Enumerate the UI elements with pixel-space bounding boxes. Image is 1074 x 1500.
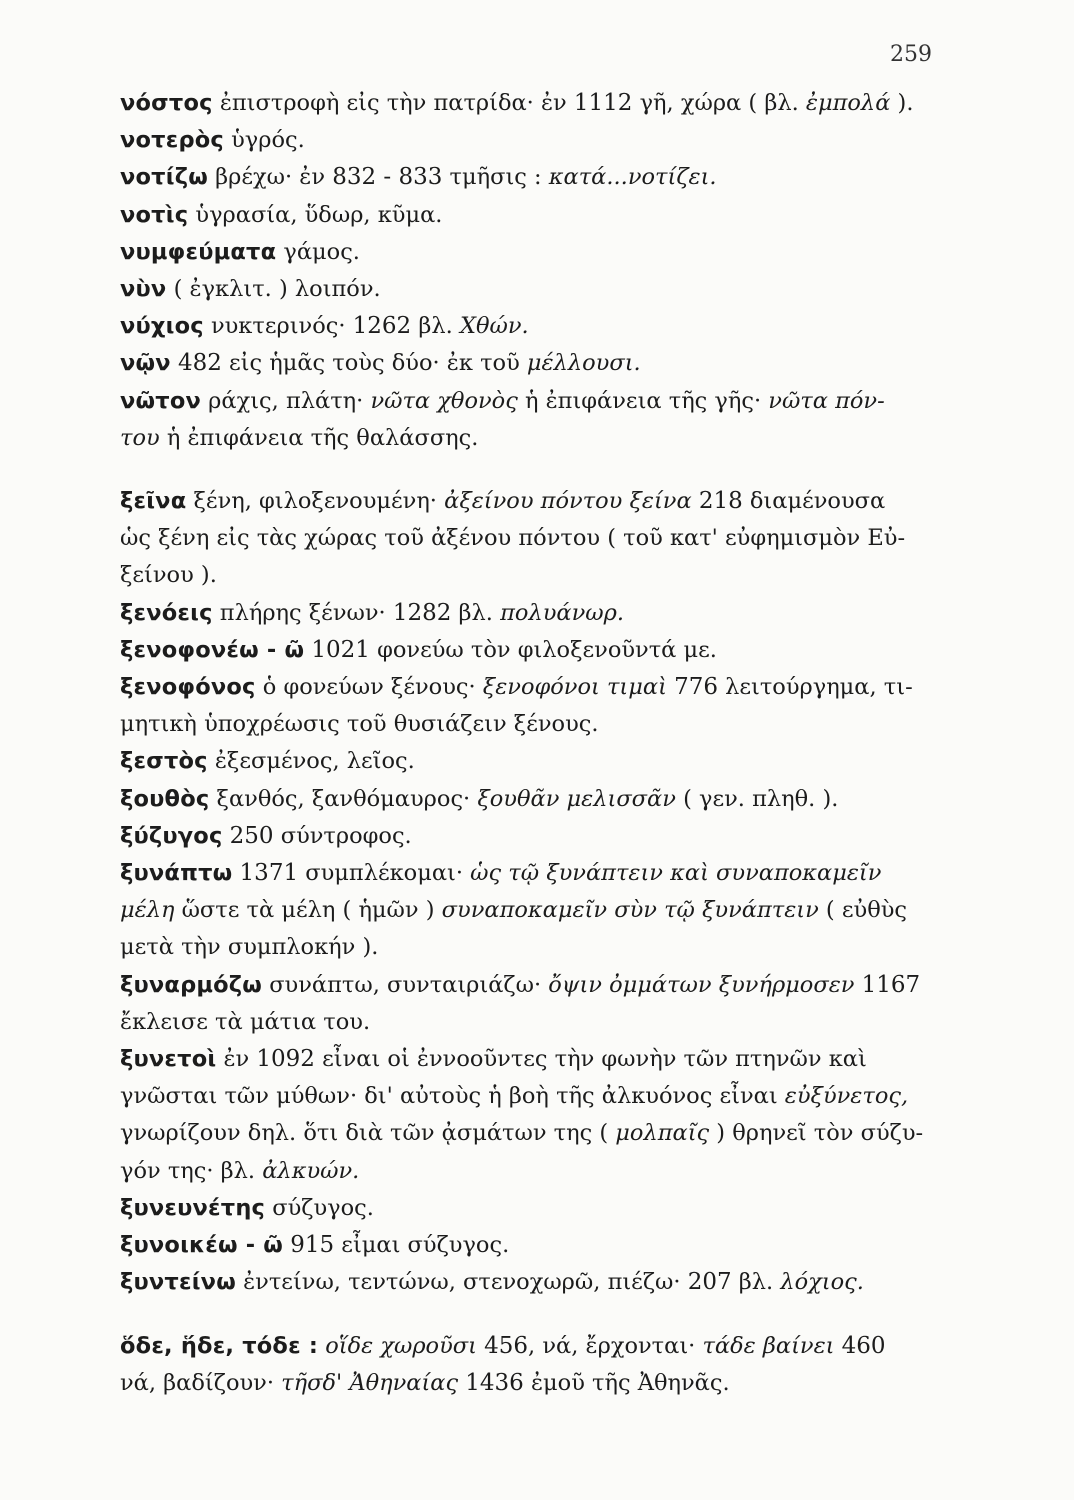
line-number: 218 [698, 488, 743, 515]
definition-text: μετὰ τὴν συμπλοκήν ). [120, 934, 379, 961]
citation-text: ξενοφόνοι τιμαὶ [482, 674, 667, 701]
entry-line [120, 705, 940, 742]
citation-text: ὄψιν ὀμμάτων ξυνήρμοσεν [548, 971, 855, 998]
dictionary-entry-nychios [120, 307, 940, 344]
citation-text: νῶτα πόν- [768, 387, 885, 414]
line-number: 1282 [392, 599, 452, 626]
entry-line [120, 1263, 940, 1300]
headword: ξυνάπτω [120, 860, 233, 887]
headword: νυμφεύματα [120, 238, 277, 265]
definition-text: ) θρηνεῖ τὸν σύζυ- [709, 1120, 924, 1147]
entry-line [120, 270, 940, 307]
citation-text: οἵδε χωροῦσι [325, 1332, 477, 1359]
definition-text: ἡ ἐπιφάνεια τῆς γῆς· [517, 387, 769, 414]
dictionary-entry-xynarmozo [120, 966, 940, 1040]
definition-text: σύζυγος. [265, 1194, 374, 1221]
dictionary-entry-notis [120, 196, 940, 233]
citation-text: του [120, 424, 160, 451]
citation-text: ἀλκυών. [262, 1157, 360, 1184]
line-number: 832 - 833 [332, 164, 443, 191]
headword: ξεῖνα [120, 488, 187, 515]
definition-text [232, 860, 239, 886]
definition-text: νά, βαδίζουν· [120, 1369, 282, 1396]
headword: νὺν [120, 276, 167, 303]
definition-text [834, 1333, 841, 1359]
headword: νύχιος [120, 313, 204, 340]
definition-text: βρέχω· ἐν [207, 164, 333, 191]
definition-text: ξένη, φιλοξενουμένη· [186, 488, 445, 515]
definition-text: ( εὐθὺς [818, 897, 908, 924]
citation-text: Χθών. [459, 313, 529, 340]
line-number: 1436 [465, 1369, 524, 1396]
headword: ὅδε, ἥδε, τόδε : [120, 1332, 319, 1359]
definition-text: ( γεν. πληθ. ). [675, 785, 839, 812]
definition-text: ἐξεσμένος, λεῖος. [207, 748, 415, 775]
citation-text: εὐξύνετος, [784, 1083, 909, 1110]
line-number: 776 [674, 674, 718, 701]
page-number: 259 [890, 42, 932, 67]
dictionary-entry-xyzygos [120, 817, 940, 854]
definition-text [692, 488, 699, 514]
definition-text: λειτούργημα, τι- [717, 674, 913, 701]
entry-line [120, 556, 940, 593]
dictionary-entry-xenoeis [120, 594, 940, 631]
entry-line [120, 1327, 940, 1364]
headword: νοτερὸς [120, 127, 224, 154]
headword: ξουθὸς [120, 785, 210, 812]
dictionary-entry-noteros [120, 121, 940, 158]
definition-text: γόν της· βλ. [120, 1157, 263, 1184]
entry-line [120, 631, 940, 668]
headword: νῶτον [120, 387, 202, 414]
line-number: 1262 [352, 313, 412, 340]
headword: νόστος [120, 90, 213, 116]
entry-line [120, 158, 940, 195]
dictionary-entry-xynetoi [120, 1040, 940, 1189]
line-number: 1167 [861, 971, 921, 998]
headword: ξύζυγος [120, 822, 223, 849]
line-number: 1371 [239, 860, 299, 887]
dictionary-entry-nov [120, 344, 940, 381]
citation-text: τάδε βαίνει [702, 1332, 835, 1359]
definition-text: πλήρης ξένων· [212, 599, 393, 626]
definition-text: εἰς ἡμᾶς τοὺς δύο· ἐκ τοῦ [221, 350, 527, 377]
dictionary-entry-xenofoneo [120, 631, 940, 668]
entry-line [120, 84, 940, 121]
entry-line [120, 1189, 940, 1226]
line-number: 482 [177, 350, 222, 377]
citation-text: λόχιος. [780, 1269, 864, 1296]
headword: ξεστὸς [120, 748, 208, 775]
entry-line [120, 233, 940, 270]
definition-text: ἔκλεισε τὰ μάτια του. [120, 1008, 371, 1035]
definition-text: μητικὴ ὑποχρέωσις τοῦ θυσιάζειν ξένους. [120, 711, 599, 738]
dictionary-entry-xestos [120, 742, 940, 779]
definition-text: ράχις, πλάτη· [201, 387, 371, 414]
dictionary-entry-noton [120, 382, 940, 456]
definition-text [667, 674, 674, 700]
definition-text: συμπλέκομαι· [298, 860, 471, 887]
headword: ξυνετοὶ [120, 1046, 217, 1073]
definition-text: διαμένουσα [742, 488, 886, 515]
definition-text: ξείνου ). [120, 562, 217, 589]
entry-line [120, 928, 940, 965]
citation-text: ἀξείνου πόντου ξείνα [444, 488, 692, 515]
dictionary-entry-nostos [120, 84, 940, 121]
citation-text: μολπαῖς [615, 1120, 710, 1147]
definition-text [223, 823, 230, 849]
line-number: 250 [229, 822, 274, 849]
definition-text: εἶμαι σύζυγος. [334, 1232, 510, 1259]
citation-text: μέλλουσι. [526, 350, 641, 377]
headword: ξενόεις [120, 599, 213, 626]
citation-text: τῆσδ' Ἀθηναίας [281, 1369, 459, 1396]
entry-line [120, 780, 940, 817]
dictionary-entry-nymfeumata [120, 233, 940, 270]
entry-line [120, 891, 940, 928]
definition-text: γνωρίζουν δηλ. ὅτι διὰ τῶν ᾀσμάτων της ( [120, 1120, 616, 1147]
dictionary-entry-xynoikeo [120, 1226, 940, 1263]
definition-text: εἶναι οἱ ἐννοοῦντες τὴν φωνὴν τῶν πτηνῶν καὶ [314, 1046, 867, 1073]
citation-text: ξουθᾶν μελισσᾶν [477, 785, 676, 812]
dictionary-entry-xynteino [120, 1263, 940, 1300]
definition-text: βλ. [731, 1269, 781, 1296]
definition-text: τμῆσις : [442, 164, 549, 191]
definition-text: ὥστε τὰ μέλη ( ἡμῶν ) [174, 897, 442, 924]
citation-text: συναποκαμεῖν σὺν τῷ ξυνάπτειν [441, 897, 819, 924]
definition-text: γῆ, χώρα ( βλ. [632, 90, 806, 116]
headword: νοτὶς [120, 201, 189, 228]
entry-line [120, 482, 940, 519]
dictionary-entry-xyneunetes [120, 1189, 940, 1226]
dictionary-entry-xynapto [120, 854, 940, 966]
entry-line [120, 519, 940, 556]
definition-text: φονεύω τὸν φιλοξενοῦντά με. [369, 636, 717, 663]
entry-line [120, 1364, 940, 1401]
dictionary-entry-hode [120, 1327, 940, 1401]
definition-text: ἐπιστροφὴ εἰς τὴν πατρίδα· ἐν [212, 90, 574, 116]
dictionary-entry-notizo [120, 158, 940, 195]
entry-line [120, 817, 940, 854]
definition-text: ἐν [216, 1046, 257, 1073]
definition-text: , νά, ἔρχονται· [528, 1332, 703, 1359]
dictionary-entry-xeina [120, 482, 940, 594]
entry-line [120, 1040, 940, 1077]
definition-text: ὑγρασία, ὕδωρ, κῦμα. [188, 201, 443, 228]
entry-line [120, 1114, 940, 1151]
citation-text: ἐμπολά [805, 90, 891, 116]
definition-text: βλ. [411, 313, 460, 340]
headword: ξενοφονέω - ῶ [120, 636, 305, 663]
citation-text: πολυάνωρ. [500, 599, 624, 626]
definition-text: ἡ ἐπιφάνεια τῆς θαλάσσης. [159, 424, 479, 451]
line-number: 1112 [573, 90, 633, 116]
citation-text: νῶτα χθονὸς [370, 387, 518, 414]
citation-text: κατά...νοτίζει. [548, 164, 717, 191]
line-number: 1092 [256, 1046, 315, 1073]
entry-line [120, 344, 940, 381]
definition-text: ὡς ξένη εἰς τὰς χώρας τοῦ ἀξένου πόντου ( τοῦ κατ' εὐφημισμὸν Εὐ- [120, 525, 906, 552]
definition-text: γάμος. [276, 238, 360, 265]
entry-line [120, 382, 940, 419]
headword: ξενοφόνος [120, 674, 256, 701]
line-number: 1021 [311, 636, 370, 663]
entry-line [120, 1077, 940, 1114]
entry-line [120, 594, 940, 631]
headword: ξυναρμόζω [120, 971, 263, 998]
definition-text: ἐμοῦ τῆς Ἀθηνᾶς. [523, 1369, 730, 1396]
entry-line [120, 742, 940, 779]
headword: νῷν [120, 350, 171, 377]
definition-text: ( ἐγκλιτ. ) λοιπόν. [166, 276, 381, 303]
definition-text [171, 350, 178, 376]
definition-text: σύντροφος. [273, 822, 412, 849]
entry-line [120, 854, 940, 891]
line-number: 207 [687, 1269, 732, 1296]
headword: νοτίζω [120, 164, 208, 191]
definition-text: νυκτερινός· [203, 313, 353, 340]
definition-text: ἐντείνω, τεντώνω, στενοχωρῶ, πιέζω· [235, 1269, 688, 1296]
entry-line [120, 307, 940, 344]
entry-line [120, 1152, 940, 1189]
definition-text: ὁ φονεύων ξένους· [255, 674, 483, 701]
definition-text: ). [890, 90, 914, 116]
entry-line [120, 419, 940, 456]
entry-line [120, 196, 940, 233]
headword: ξυντείνω [120, 1269, 236, 1296]
entry-line [120, 1226, 940, 1263]
line-number: 456 [484, 1332, 529, 1359]
entry-line [120, 668, 940, 705]
definition-text: ὑγρός. [223, 127, 305, 154]
line-number: 460 [841, 1332, 886, 1359]
definition-text: συνάπτω, συνταιριάζω· [262, 971, 549, 998]
dictionary-entry-xouthos [120, 780, 940, 817]
dictionary-entry-nyn [120, 270, 940, 307]
entry-line [120, 1003, 940, 1040]
definition-text: γνῶσται τῶν μύθων· δι' αὐτοὺς ἡ βοὴ τῆς ἀλκυόνος εἶναι [120, 1083, 785, 1110]
citation-text: ὡς τῷ ξυνάπτειν καὶ συναποκαμεῖν [470, 860, 882, 887]
dictionary-entries [120, 84, 940, 1401]
definition-text: βλ. [451, 599, 501, 626]
entry-line [120, 966, 940, 1003]
definition-text [854, 972, 861, 998]
headword: ξυνευνέτης [120, 1194, 266, 1221]
definition-text: ξανθός, ξανθόμαυρος· [209, 785, 478, 812]
citation-text: μέλη [120, 897, 175, 924]
headword: ξυνοικέω - ῶ [120, 1232, 284, 1259]
dictionary-entry-xenofonos [120, 668, 940, 742]
line-number: 915 [290, 1232, 335, 1259]
entry-line [120, 121, 940, 158]
